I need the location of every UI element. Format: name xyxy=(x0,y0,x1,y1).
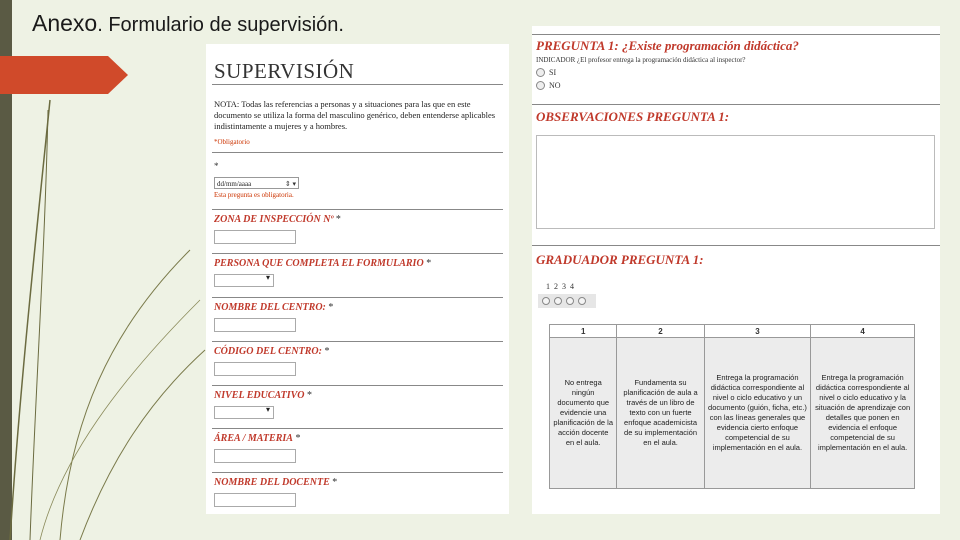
question-panel xyxy=(532,26,940,514)
field-label: NOMBRE DEL DOCENTE xyxy=(214,477,330,488)
required-star: * xyxy=(292,433,301,444)
option-label: SI xyxy=(549,68,557,77)
scale-label: 1 xyxy=(546,282,550,291)
field-nivel-educativo xyxy=(206,390,509,419)
rubric-header-row xyxy=(550,325,915,338)
scale-radio-2[interactable] xyxy=(554,297,562,305)
field-area-materia xyxy=(206,433,509,463)
date-error-message: Esta pregunta es obligatoria. xyxy=(214,191,294,199)
divider xyxy=(532,104,940,105)
option-label: NO xyxy=(549,81,561,90)
radio-button[interactable] xyxy=(536,68,545,77)
scale-label: 2 xyxy=(554,282,558,291)
required-star: * xyxy=(329,477,338,488)
accent-arrow xyxy=(0,56,128,94)
rubric-header: 2 xyxy=(617,325,704,338)
rubric-cell: Entrega la programación didáctica correspondiente al nivel o ciclo educativo y la situación de aprendizaje con detalles que ponen en evidencia el enfoque competencial de su implementación en el aula. xyxy=(811,338,915,489)
scale-labels xyxy=(546,282,940,291)
observations-textarea[interactable] xyxy=(536,135,935,229)
field-zona xyxy=(206,214,509,244)
rubric-header: 3 xyxy=(704,325,811,338)
divider xyxy=(212,428,503,429)
slide-title-rest: . Formulario de supervisión. xyxy=(97,14,344,36)
persona-select[interactable] xyxy=(214,274,274,287)
rubric-header: 4 xyxy=(811,325,915,338)
date-required-star: * xyxy=(214,161,219,171)
field-label: NOMBRE DEL CENTRO: xyxy=(214,302,326,313)
rubric-cell: Fundamenta su planificación de aula a través de un libro de texto con un fuerte enfoque academicista de su implementación en el aula. xyxy=(617,338,704,489)
area-materia-input[interactable] xyxy=(214,449,296,463)
nombre-centro-input[interactable] xyxy=(214,318,296,332)
required-star: * xyxy=(333,214,341,225)
form-heading: SUPERVISIÓN xyxy=(214,59,355,83)
scale-radio-4[interactable] xyxy=(578,297,586,305)
divider xyxy=(212,209,503,210)
field-persona xyxy=(206,258,509,287)
divider xyxy=(212,472,503,473)
field-label: ZONA DE INSPECCIÓN Nº xyxy=(214,214,334,225)
observations-title: OBSERVACIONES PREGUNTA 1: xyxy=(536,109,730,124)
rubric-header: 1 xyxy=(550,325,617,338)
question-title: PREGUNTA 1: ¿Existe programación didáctica? xyxy=(536,38,799,53)
divider xyxy=(212,385,503,386)
rubric-table xyxy=(549,324,915,489)
chevron-down-icon: ▾ xyxy=(265,273,270,282)
required-star: * xyxy=(325,302,334,313)
divider xyxy=(532,245,940,246)
divider xyxy=(532,34,940,35)
divider xyxy=(212,84,503,85)
option-si[interactable] xyxy=(536,68,940,77)
required-note: *Obligatorio xyxy=(214,138,250,146)
slide-title xyxy=(32,10,344,37)
nivel-educativo-select[interactable] xyxy=(214,406,274,419)
field-nombre-docente xyxy=(206,477,509,507)
required-star: * xyxy=(321,346,330,357)
grader-title: GRADUADOR PREGUNTA 1: xyxy=(536,252,704,267)
slide-title-prefix: Anexo xyxy=(32,10,98,36)
field-label: NIVEL EDUCATIVO xyxy=(214,390,305,401)
supervision-form-panel xyxy=(206,44,509,514)
date-placeholder: dd/mm/aaaa xyxy=(217,180,252,188)
nombre-docente-input[interactable] xyxy=(214,493,296,507)
divider xyxy=(212,253,503,254)
rubric-cell: No entrega ningún documento que evidencie una planificación de la acción docente en el aula. xyxy=(550,338,617,489)
codigo-centro-input[interactable] xyxy=(214,362,296,376)
field-label: PERSONA QUE COMPLETA EL FORMULARIO xyxy=(214,258,424,269)
scale-label: 4 xyxy=(570,282,574,291)
required-star: * xyxy=(423,258,432,269)
gender-note: NOTA: Todas las referencias a personas y a situaciones para las que en este documento se utiliza la forma del masculino genérico, deben entenderse aplicables indistintamente a mujeres y a hombres. xyxy=(214,99,496,131)
rubric-cell: Entrega la programación didáctica correspondiente al nivel o ciclo educativo y un documento (guión, ficha, etc.) con las líneas generales que evidencia cierto enfoque competencial de su implementación en el aula. xyxy=(704,338,811,489)
question-indicator: INDICADOR ¿El profesor entrega la programación didáctica al inspector? xyxy=(536,56,746,64)
field-codigo-centro xyxy=(206,346,509,376)
scale-radio-1[interactable] xyxy=(542,297,550,305)
date-spinner-icon[interactable]: ⇕ ▾ xyxy=(284,180,296,188)
field-label: ÁREA / MATERIA xyxy=(214,433,293,444)
divider xyxy=(212,341,503,342)
zona-input[interactable] xyxy=(214,230,296,244)
option-no[interactable] xyxy=(536,81,940,90)
scale-radio-3[interactable] xyxy=(566,297,574,305)
scale-label: 3 xyxy=(562,282,566,291)
chevron-down-icon: ▾ xyxy=(265,405,270,414)
field-label: CÓDIGO DEL CENTRO: xyxy=(214,346,322,357)
divider xyxy=(212,152,503,153)
rubric-row xyxy=(550,338,915,489)
field-nombre-centro xyxy=(206,302,509,332)
divider xyxy=(212,297,503,298)
date-field[interactable] xyxy=(214,177,299,189)
radio-button[interactable] xyxy=(536,81,545,90)
required-star: * xyxy=(304,390,312,401)
scale-radio-group xyxy=(538,294,596,308)
